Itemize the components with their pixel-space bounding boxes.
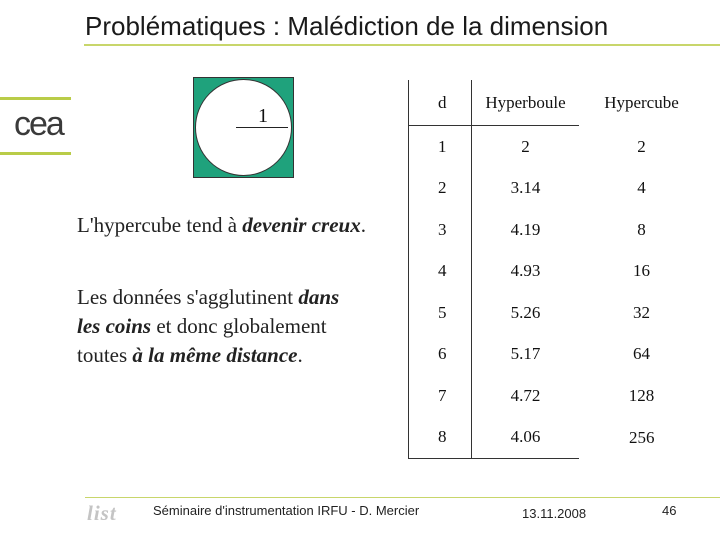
paragraph-corners: Les données s'agglutinent dans les coins et donc globalement toutes à la même distance. [77,285,340,367]
header-hypercube: Hypercube [604,92,679,112]
radius-label: 1 [258,105,268,127]
table-row: 2 3.14 4 [409,168,705,210]
volume-table [408,80,705,459]
table-row: 7 4.72 128 [409,375,705,417]
logo-top-rule [0,97,71,100]
table-row: 1 2 2 [409,126,705,168]
footer-rule [85,497,720,498]
table-row: 3 4.19 8 [409,209,705,251]
slide-title: Problématiques : Malédiction de la dimension [85,11,609,41]
list-logo [86,502,132,524]
header-hyperboule: Hyperboule [472,80,580,126]
table-row: 6 5.17 64 [409,334,705,376]
paragraph-sparse: L'hypercube tend à devenir creux. [77,213,366,237]
table-header-row [409,80,705,126]
title-underline [84,44,720,46]
table-row: 5 5.26 32 [409,292,705,334]
header-d: d [409,80,472,126]
table-row: 8 4.06 256 [409,417,705,459]
table-row: 4 4.93 16 [409,251,705,293]
list-logo-text: list [87,502,117,524]
footer-page-number: 46 [662,503,677,518]
footer-seminar: Séminaire d'instrumentation IRFU - D. Mercier [153,503,420,518]
cea-logo [12,103,72,145]
logo-bottom-rule [0,152,71,155]
footer-date: 13.11.2008 [522,506,587,521]
cea-logo-text: cea [14,105,63,143]
